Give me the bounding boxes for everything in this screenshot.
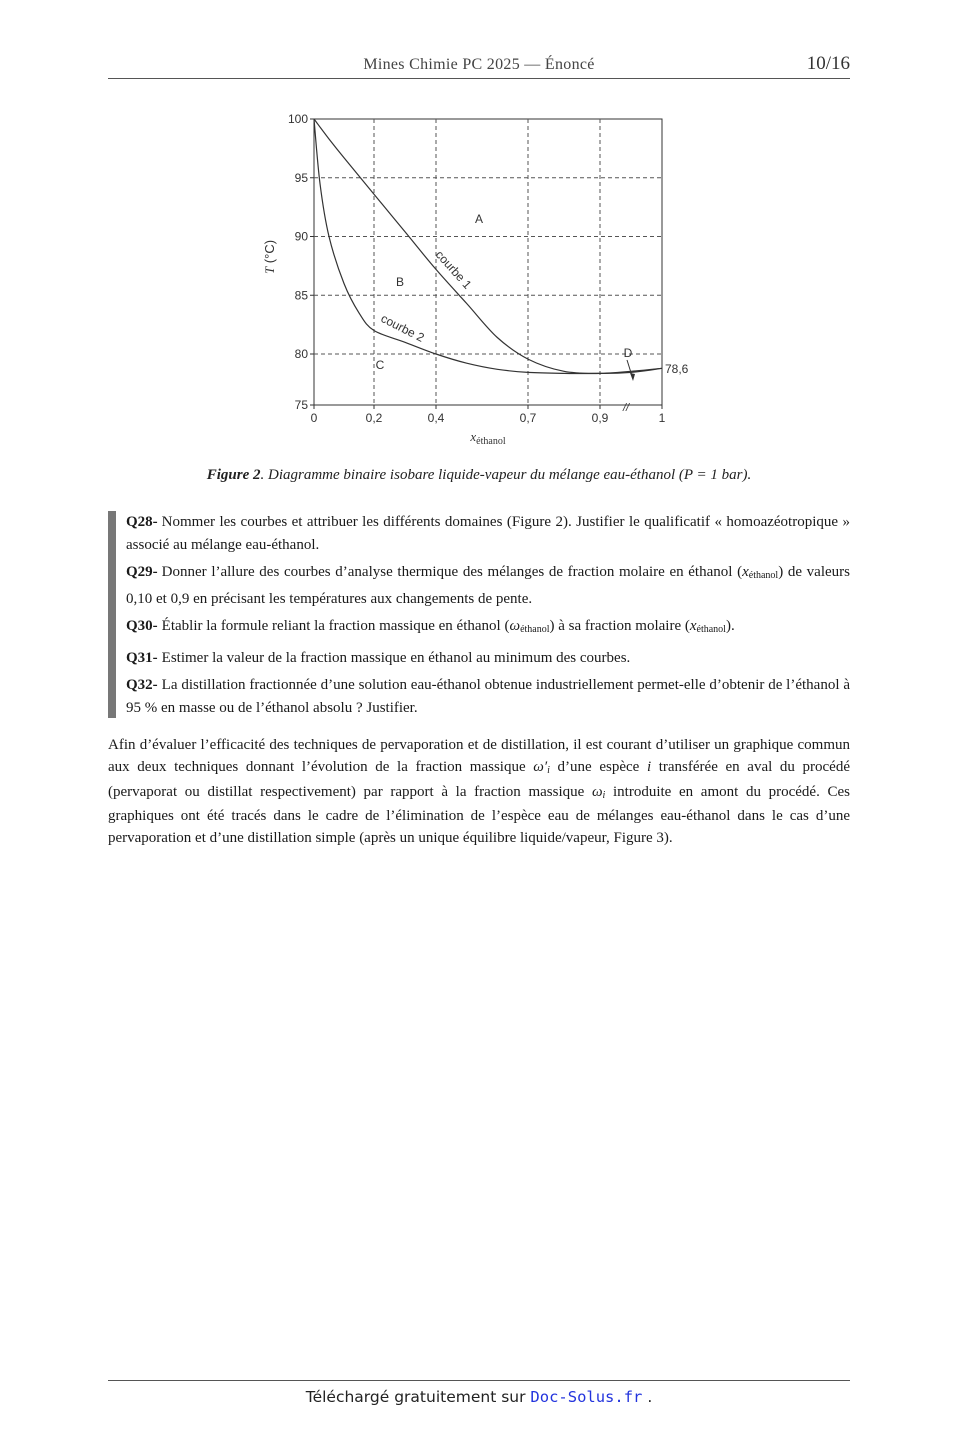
plot-frame (314, 119, 662, 405)
x-tick-label: 0,9 (591, 411, 609, 425)
question-id: Q32- (126, 677, 158, 693)
series-line-curve-1 (314, 119, 662, 373)
math-sub: éthanol (748, 570, 779, 581)
footer-end: . (642, 1388, 653, 1406)
question-q31 (126, 647, 850, 670)
body-paragraph (108, 735, 850, 850)
math-var: x (742, 564, 749, 580)
paragraph-text: introduite en amont du procédé. Ces graphiques ont été tracés dans le cadre de l’élimination de l’espèce eau de mélanges eau-éthanol dans le cas d’une pervaporation et d’une distillation simple (après un unique équilibre liquide/vapeur, Figure 3). (108, 783, 850, 847)
x-tick-label: 0,4 (427, 411, 445, 425)
y-axis-label (262, 240, 277, 274)
question-q30 (126, 615, 850, 642)
region-label-b: B (395, 275, 405, 289)
paragraph-text: d’une espèce (549, 758, 647, 775)
caption-label: Figure 2 (206, 467, 261, 483)
region-d-pointer-arrowhead (630, 373, 635, 381)
questions-block (108, 511, 850, 718)
math-symbol: ω′ (533, 758, 548, 775)
caption-text: . Diagramme binaire isobare liquide-vapeur du mélange eau-éthanol (P = 1 bar). (260, 467, 752, 483)
question-id: Q30- (126, 618, 158, 634)
y-axis-unit: (°C) (262, 239, 277, 267)
series-line-curve-2 (314, 119, 662, 374)
question-id: Q28- (126, 514, 158, 530)
x-axis-sub: éthanol (476, 436, 506, 447)
figure-caption (108, 467, 850, 484)
question-q32 (126, 674, 850, 719)
grid (314, 119, 662, 405)
region-label-c: C (375, 358, 385, 372)
question-text: Établir la formule reliant la fraction massique en éthanol ( (161, 618, 510, 634)
header-title: Mines Chimie PC 2025 — Énoncé (363, 56, 595, 73)
question-id: Q31- (126, 649, 158, 666)
question-text: La distillation fractionnée d’une solution eau-éthanol obtenue industriellement permet-elle d’obtenir de l’éthanol à 95 % en masse ou de l’éthanol absolu ? Justifier. (126, 677, 850, 716)
page-header (108, 52, 850, 79)
curves (314, 119, 662, 374)
x-tick-label: 0,2 (365, 411, 383, 425)
curve-label-2: courbe 2 (378, 311, 427, 345)
x-tick-label: 0,7 (519, 411, 537, 425)
question-text: ) de valeurs 0,10 et 0,9 en précisant les températures aux changements de pente. (126, 564, 851, 607)
math-sub: éthanol (696, 624, 726, 635)
region-label-a: A (474, 212, 484, 226)
azeotrope-label: 78,6 (665, 362, 689, 376)
math-sub: éthanol (520, 624, 550, 635)
x-tick-label: 0 (310, 411, 318, 425)
y-tick-label: 95 (294, 170, 308, 185)
y-tick-label: 100 (287, 112, 308, 126)
footer-text: Téléchargé gratuitement sur (305, 1388, 531, 1406)
question-text: Estimer la valeur de la fraction massique en éthanol au minimum des courbes. (161, 649, 631, 666)
y-tick-label: 85 (294, 288, 308, 303)
math-sub: i (547, 764, 550, 776)
question-id: Q29- (126, 564, 158, 580)
x-tick-label: 1 (658, 411, 666, 425)
x-axis-var: x (470, 429, 477, 444)
math-var: ω (509, 618, 521, 634)
y-tick-label: 90 (294, 229, 308, 244)
paragraph-text: transférée en aval du procédé (pervaporat ou distillat respectivement) par rapport à la fraction massique (108, 758, 851, 800)
phase-diagram-figure (240, 105, 720, 455)
question-text: Nommer les courbes et attribuer les différents domaines (Figure 2). Justifier le qualificatif « homoazéotropique » associé au mélange eau-éthanol. (126, 514, 850, 553)
question-text: ) à sa fraction molaire ( (549, 618, 690, 634)
question-q28 (126, 511, 850, 556)
footer (108, 1388, 850, 1406)
footer-divider (108, 1380, 850, 1381)
math-var: x (689, 618, 697, 634)
math-symbol: i (646, 758, 652, 775)
page-number: 10/16 (806, 53, 850, 74)
footer-site-link[interactable]: Doc-Solus.fr (530, 1388, 643, 1406)
curve-label-1: courbe 1 (432, 247, 475, 292)
region-label-d: D (623, 346, 633, 360)
math-symbol: ω (591, 783, 603, 800)
y-tick-label: 75 (294, 398, 308, 412)
math-sub: i (602, 789, 606, 801)
y-tick-label: 80 (294, 347, 308, 361)
question-q29 (126, 561, 850, 610)
paragraph-text: Afin d’évaluer l’efficacité des techniques de pervaporation et de distillation, il est courant d’utiliser un graphique commun aux deux techniques donnant l’évolution de la fraction massique (108, 737, 850, 775)
y-axis-var: T (262, 266, 277, 275)
axis-break-mark: // (623, 402, 630, 414)
question-text: Donner l’allure des courbes d’analyse thermique des mélanges de fraction molaire en éthanol ( (161, 564, 743, 580)
question-text: ). (725, 618, 735, 634)
x-axis-label (469, 429, 505, 447)
